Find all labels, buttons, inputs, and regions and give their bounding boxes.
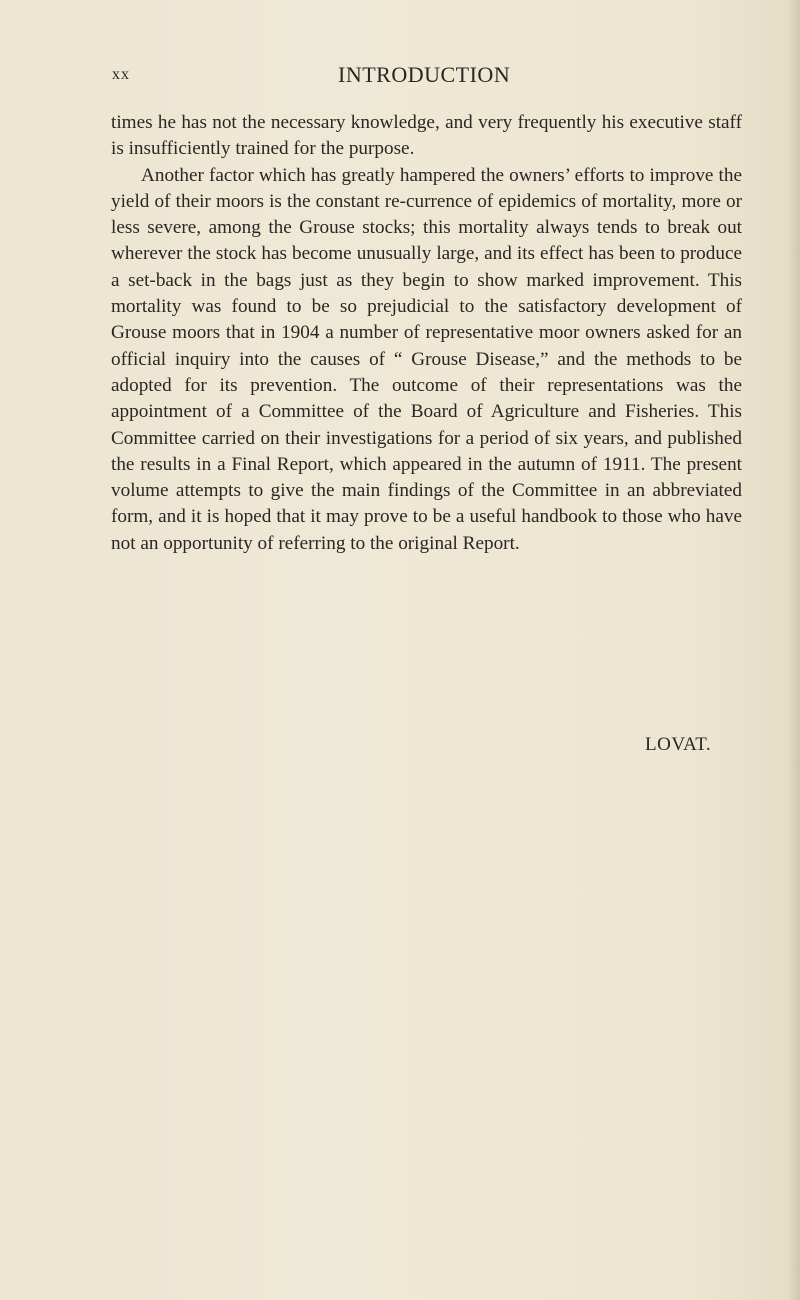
paragraph-grouse-disease: Another factor which has greatly hampered the owners’ efforts to improve the yield of their moors is the constant re-currence of epidemics of mortality, more or less severe, among the Grouse stocks; this mortality always tends to break out wherever the stock has become unusually large, and its effect has been to produce a set-back in the bags just as they begin to show marked improvement. This mortality was found to be so prejudicial to the satisfactory development of Grouse moors that in 1904 a number of representative moor owners asked for an official inquiry into the causes of “ Grouse Disease,” and the methods to be adopted for its prevention. The outcome of their representations was the appointment of a Committee of the Board of Agriculture and Fisheries. This Committee carried on their investigations for a period of six years, and published the results in a Final Report, which appeared in the autumn of 1911. The present volume attempts to give the main findings of the Committee in an abbreviated form, and it is hoped that it may prove to be a useful handbook to those who have not an opportunity of referring to the original Report. xyxy=(111,164,742,554)
author-signature: LOVAT. xyxy=(645,734,712,755)
body-text xyxy=(111,110,742,557)
page-number: xx xyxy=(112,66,130,83)
paragraph-continuation: times he has not the necessary knowledge, and very frequently his executive staff is insufficiently trained for the purpose. xyxy=(111,112,742,160)
running-head xyxy=(0,62,800,92)
running-title: INTRODUCTION xyxy=(338,62,511,87)
page-edge-shadow xyxy=(788,0,800,1300)
